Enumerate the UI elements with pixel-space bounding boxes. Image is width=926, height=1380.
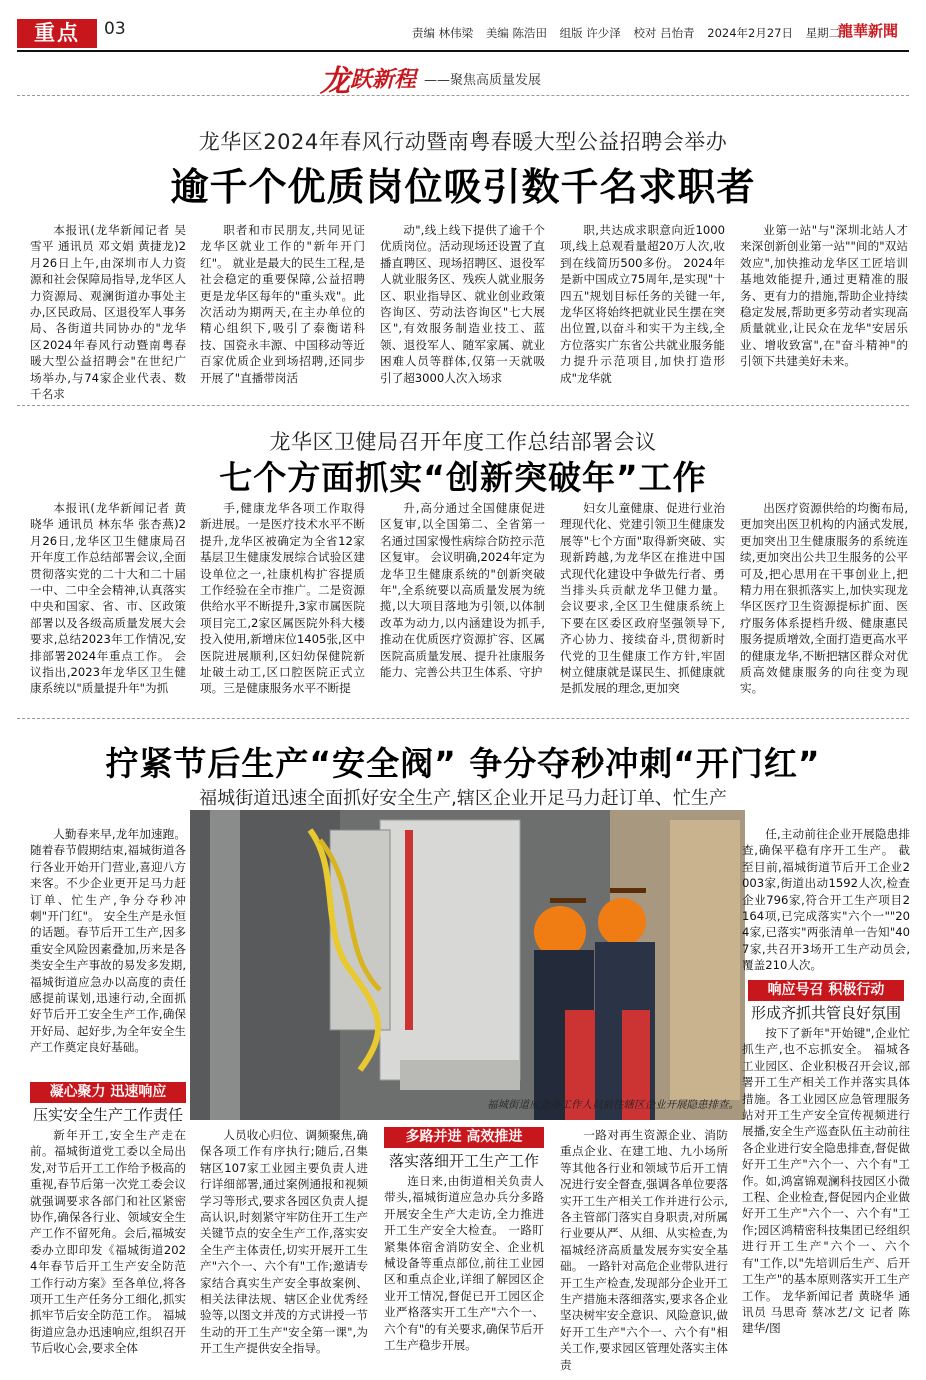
page-number: 03 bbox=[104, 19, 126, 39]
inspection-photo-icon bbox=[190, 810, 745, 1120]
article1-col2: 职者和市民朋友,共同见证龙华区就业工作的"新年开门红"。 就业是最大的民生工程,是社会稳定的重要保障,公益招聘更是龙华区每年的"重头戏"。此次活动为期两天,在主办单位的精心组织下,吸引了泰衡诺科技、国瓷永丰源、中国移动等近百家优质企业到场招聘,还同步开展了"直播带岗活 bbox=[200, 223, 365, 385]
header-rule bbox=[17, 50, 909, 52]
article3-mid-col3: 一路对再生资源企业、消防重点企业、在建工地、九小场所等其他各行业和领域节后开工情况进行安全督查,强调各单位要落实开工生产相关工作并进行公示,各主管部门落实自身职责,对所属行业要从严、从细、从实检查,为福城经济高质量发展夯实安全基础。 一路针对高危企业带队进行开工生产检查,发现部分企业开工生产措施未落细落实,要求各企业坚决树牢安全意识、风险意识,做好开工生产"六个一、六个有"相关工作,要求园区管理处落实主体责 bbox=[560, 1128, 728, 1372]
issue-weekday: 星期二 bbox=[805, 26, 841, 40]
subsection1-text: 新年开工,安全生产走在前。福城街道党工委以全局出发,对节后开工工作给予极高的重视,春节后第一次党工委会议就强调要求各部门和社区紧密协作,确保各行业、领域安全生产工作不留死角。会后,福城安委办立即印发《福城街道2024年春节后开工生产安全防范工作行动方案》至各单位,将各项开工生产任务分工细化,抓实抓牢节后安全防范工作。 福城街道应急办迅速响应,组织召开节后收心会,要求全体 bbox=[30, 1128, 186, 1356]
article2-col4: 妇女儿童健康、促进行业治理现代化、党建引领卫生健康发展等"七个方面"取得新突破、实现新跨越,为龙华区在推进中国式现代化建设中争做先行者、勇当排头兵贡献龙华卫健力量。 会议要求,全区卫生健康系统上下要在区委区政府坚强领导下,齐心协力、接续奋斗,贯彻新时代党的卫生健康工作方针,牢固树立健康就是谋民生、抓健康就是抓发展的理念,更加突 bbox=[560, 501, 725, 696]
article3-mid-col2: 连日来,由街道相关负责人带头,福城街道应急办兵分多路开展安全生产大走访,全力推进开工生产安全大检查。 一路盯紧集体宿舍消防安全、企业机械设备等重点部位,前往工业园区和重点企业,详细了解园区企业开工情况,督促已开工园区企业严格落实开工生产"六个一、六个有"的有关要求,确保节后开工生产稳步开展。 bbox=[384, 1174, 544, 1353]
divider bbox=[17, 405, 909, 406]
editor-credit: 责编 林伟梁 bbox=[412, 26, 474, 40]
article1-kicker: 龙华区2024年春风行动暨南粤春暖大型公益招聘会举办 bbox=[198, 130, 728, 154]
article3-right-col1: 任,主动前往企业开展隐患排查,确保平稳有序开工生产。 截至目前,福城街道节后开工企业2003家,街道出动1592人次,检查企业796家,符合开工生产项目2164项,已完成落实"六个一""204家,已落实"两张清单一告知"407家,共召开3场开工生产动员会,覆盖210人次。 bbox=[742, 827, 910, 973]
article1-headline: 逾千个优质岗位吸引数千名求职者 bbox=[170, 165, 756, 209]
subsection1-tag: 凝心聚力 迅速响应 bbox=[30, 1082, 186, 1103]
article1-col3: 动",线上线下提供了逾千个优质岗位。活动现场还设置了直播直聘区、现场招聘区、退役军人就业服务区、残疾人就业服务区、职业指导区、就业创业政策咨询区、劳动法咨询区"七大展区",有效服务制造业技工、蓝领、退役军人、随军家属、就业困难人员等群体,仅第一天就吸引了超3000人次入场求 bbox=[380, 223, 545, 385]
article3-headline: 拧紧节后生产“安全阀” 争分夺秒冲刺“开门红” bbox=[105, 744, 821, 783]
article3-intro: 人勤春来早,龙年加速跑。随着春节假期结束,福城街道各行各业开始开门营业,喜迎八方来客。不少企业更开足马力赶订单、忙生产,争分夺秒冲刺"开门红"。 安全生产是永恒的话题。春节后开工生产,因多重安全风险因素叠加,历来是各类安全生产事故的易发多发期,福城街道应急办以高度的责任感提前谋划,迅速行动,全面抓好节后开工安全生产工作,确保开好局、起好步,为全年安全生产工作奠定良好基础。 bbox=[30, 827, 186, 1055]
article2-headline: 七个方面抓实“创新突破年”工作 bbox=[219, 458, 707, 497]
article3-right-col2: 按下了新年"开始键",企业忙抓生产,也不忘抓安全。 福城各工业园区、企业积极召开会议,部署开工生产相关工作并落实具体措施。各工业园区应急管理服务站对开工生产安全宣传视频进行展播,安全生产巡查队伍主动前往各企业进行安全隐患排查,督促做好开工生产"六个一、六个有"工作。如,鸿富锦观澜科技园区小微工程、企业检查,督促园内企业做好开工生产"六个一、六个有"工作;园区鸿精密科技集团已经组织进行开工生产"六个一、六个有"工作,以"先培训后生产、后开工生产"的基本原则落实开工生产工作。 龙华新闻记者 黄晓华 通讯员 马思奇 蔡冰艺/文 记者 陈建华/图 bbox=[742, 1026, 910, 1336]
issue-date: 2024年2月27日 bbox=[707, 26, 793, 40]
divider bbox=[17, 95, 909, 96]
news-photo bbox=[190, 810, 745, 1120]
proofreader-credit: 校对 吕怡青 bbox=[633, 26, 695, 40]
divider bbox=[17, 718, 909, 719]
article2-col2: 手,健康龙华各项工作取得新进展。一是医疗技术水平不断提升,龙华区被确定为全省12家基层卫生健康发展综合试验区建设单位之一,社康机构扩容提质工作经验在全市推广。二是资源供给水平不断提升,3家市属医院项目完工,2家区属医院外科大楼投入使用,新增床位1405张,区中医院进展顺利,区妇幼保健院新址破土动工,区口腔医院正式立项。三是健康服务水平不断提 bbox=[200, 501, 365, 696]
subsection2-tag: 多路并进 高效推进 bbox=[384, 1127, 544, 1148]
banner-title: 跃新程 bbox=[350, 67, 417, 93]
banner-subtitle: ——聚焦高质量发展 bbox=[424, 72, 542, 88]
section-banner bbox=[320, 56, 542, 99]
article2-col3: 升,高分通过全国健康促进区复审,以全国第二、全省第一名通过国家慢性病综合防控示范区复审。 会议明确,2024年定为龙华卫生健康系统的"创新突破年",全系统要以高质量发展为统揽,以大项目落地为引领,以体制改革为动力,以内涵建设为抓手,推动在优质医疗资源扩容、区属医院高质量发展、提升社康服务能力、完善公共卫生体系、守护 bbox=[380, 501, 545, 680]
subsection3-title: 形成齐抓共管良好氛围 bbox=[750, 1004, 901, 1022]
section-tag: 重点 bbox=[17, 19, 97, 48]
layout-credit: 组版 许少泽 bbox=[559, 26, 621, 40]
art-editor-credit: 美编 陈浩田 bbox=[485, 26, 547, 40]
article1-col4: 职,共达成求职意向近1000项,线上总观看量超20万人次,收到在线简历500多份。 2024年是新中国成立75周年,是实现"十四五"规划目标任务的关键一年,龙华区将始终把就业民生摆在突出位置,以奋斗和实干为主线,全方位落实广东省公共就业服务能力提升示范项目,加快打造形成"龙华就 bbox=[560, 223, 725, 385]
photo-caption: 福城街道应急办工作人员前往辖区企业开展隐患排查。 bbox=[487, 1099, 739, 1111]
article2-kicker: 龙华区卫健局召开年度工作总结部署会议 bbox=[269, 430, 657, 454]
article1-col1: 本报讯(龙华新闻记者 吴雪平 通讯员 邓文娟 黄捷龙)2月26日上午,由深圳市人力资源和社会保障局指导,龙华区人力资源局、观澜街道办事处主办,区民政局、区退役军人事务局、各街道共同协办的"龙华区2024年春风行动暨南粤春暖大型公益招聘会"在世纪广场举办,与74家企业代表、数千名求 bbox=[30, 223, 186, 402]
masthead-meta bbox=[412, 25, 849, 41]
article3-mid-col1: 人员收心归位、调频聚焦,确保各项工作有序执行;随后,召集辖区107家工业园主要负责人进行详细部署,通过案例通报和视频学习等形式,要求各园区负责人提高认识,时刻紧守牢防住开工生产关键节点的安全生产工作,落实安全生产主体责任,切实开展开工生产"六个一、六个有"工作;邀请专家结合真实生产安全事故案例、相关法律法规、辖区企业优秀经验等,以图文并茂的方式讲授一节生动的开工生产"安全第一课",为开工生产提供安全指导。 bbox=[200, 1128, 368, 1356]
article1-col5: 业第一站"与"深圳北站人才来深创新创业第一站""间的"双站效应",加快推动龙华区工匠培训基地效能提升,通过更精准的服务、更有力的措施,帮助企业持续稳定发展,帮助更多劳动者实现高质量就业,让民众在龙华"安居乐业、增收致富",在"奋斗精神"的引领下共建美好未来。 bbox=[740, 223, 908, 369]
subsection1-title: 压实安全生产工作责任 bbox=[32, 1106, 183, 1124]
article2-col1: 本报讯(龙华新闻记者 黄晓华 通讯员 林东华 张杏燕)2月26日,龙华区卫生健康局召开年度工作总结部署会议,全面贯彻落实党的二十大和二十届一中、二中全会精神,认真落实中央和国家、省、市、区政策部署以及各级高质量发展大会要求,总结2023年工作情况,安排部署2024年重点工作。 会议指出,2023年龙华区卫生健康系统以"质量提升年"为抓 bbox=[30, 501, 186, 696]
subsection3-tag: 响应号召 积极行动 bbox=[748, 980, 904, 1001]
article2-col5: 出医疗资源供给的均衡布局,更加突出医卫机构的内涵式发展,更加突出卫生健康服务的系统连续,更加突出公共卫生服务的公平可及,把心思用在干事创业上,把精力用在狠抓落实上,加快实现龙华区医疗卫生资源提标扩面、医疗服务体系提档升级、健康惠民服务提质增效,全面打造更高水平的健康龙华,不断把辖区群众对优质高效健康服务的向往变为现实。 bbox=[740, 501, 908, 696]
banner-big-char: 龙 bbox=[320, 64, 350, 99]
article3-subhead: 福城街道迅速全面抓好安全生产,辖区企业开足马力赶订单、忙生产 bbox=[199, 788, 727, 809]
newspaper-logo: 龍華新聞 bbox=[838, 22, 899, 40]
subsection2-title: 落实落细开工生产工作 bbox=[388, 1152, 539, 1170]
